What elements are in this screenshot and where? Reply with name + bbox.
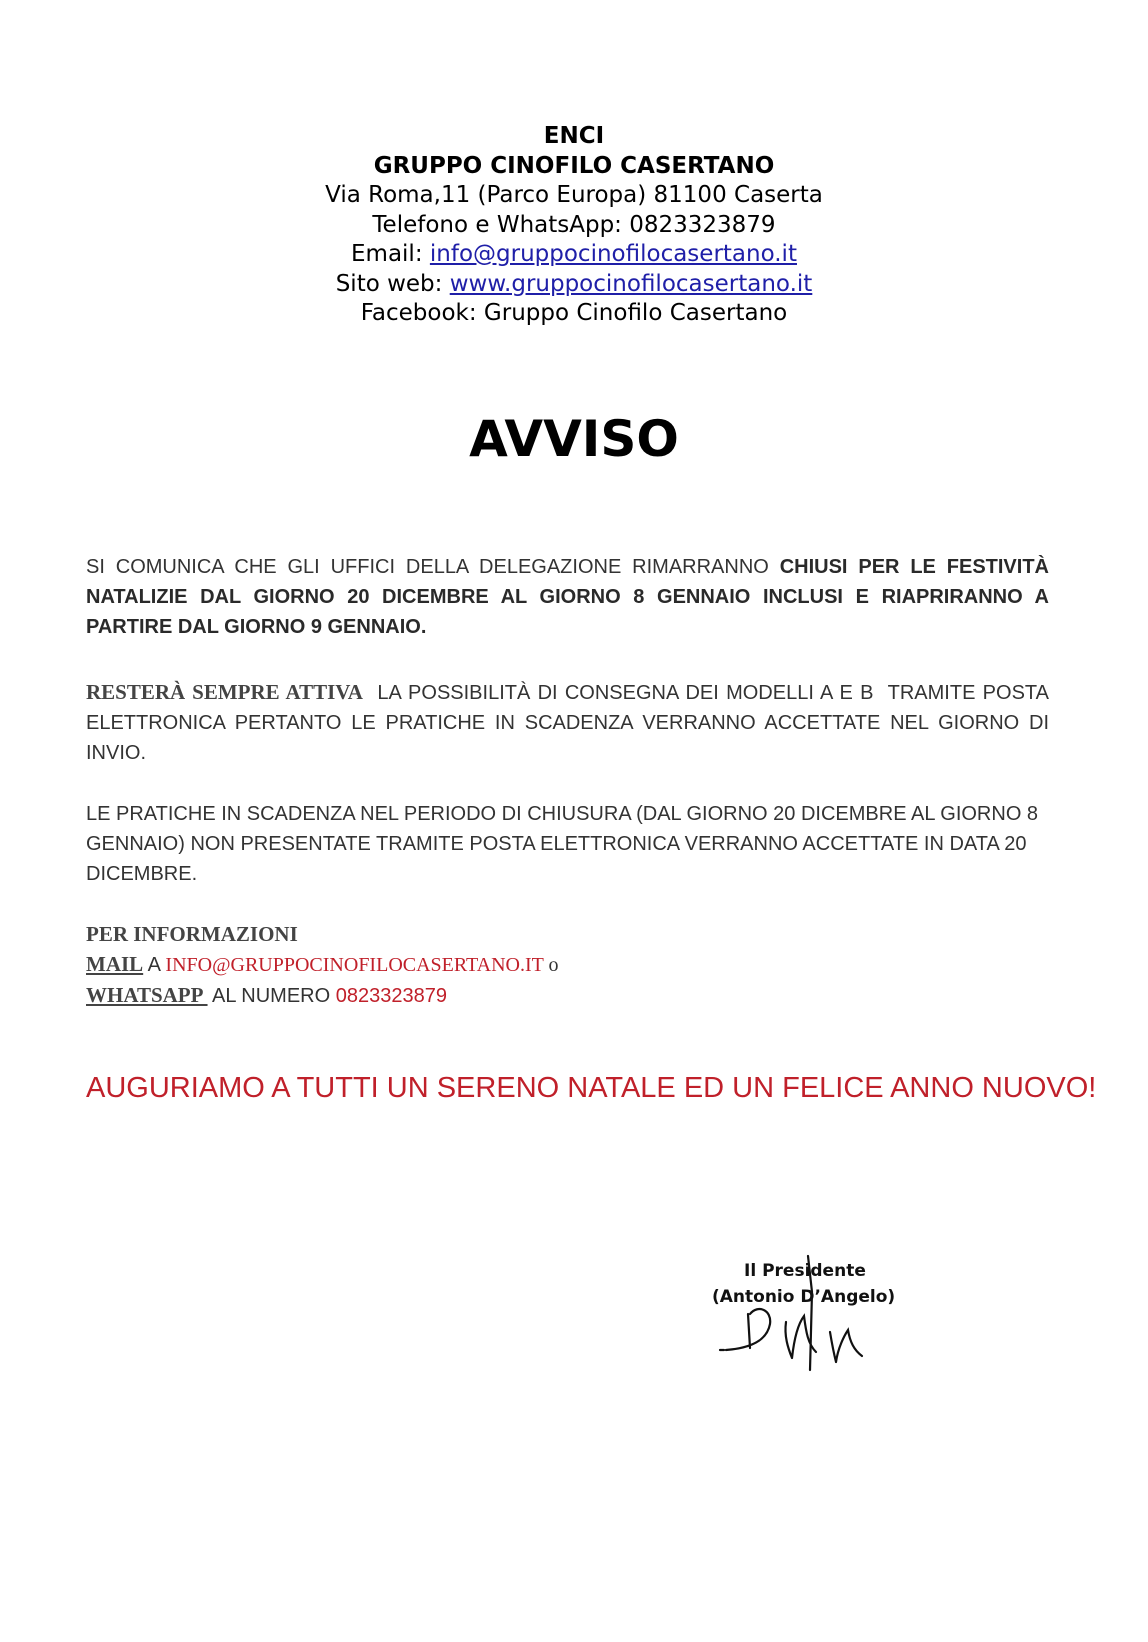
- contact-info: [86, 919, 1049, 1011]
- whatsapp-line: [86, 980, 1049, 1011]
- email-submission-paragraph: [86, 677, 1055, 768]
- signature-name: (Antonio D’Angelo): [712, 1287, 896, 1307]
- address: Via Roma,11 (Parco Europa) 81100 Caserta: [325, 182, 823, 208]
- mail-address[interactable]: INFO@GRUPPOCINOFILOCASERTANO.IT: [165, 954, 544, 976]
- holiday-wishes: AUGURIAMO A TUTTI UN SERENO NATALE ED UN FELICE ANNO NUOVO!: [86, 1072, 1097, 1104]
- whatsapp-number[interactable]: 0823323879: [335, 985, 447, 1007]
- always-active-label: RESTERÀ SEMPRE ATTIVA: [86, 680, 363, 704]
- closure-text: SI COMUNICA CHE GLI UFFICI DELLA DELEGAZIONE RIMARRANNO: [86, 556, 780, 578]
- website-label: Sito web:: [335, 270, 450, 297]
- email-submission-text: LA POSSIBILITÀ DI CONSEGNA DEI MODELLI A E B TRAMITE POSTA ELETTRONICA PERTANTO LE PRATICHE IN SCADENZA VERRANNO ACCETTATE NEL GIORNO DI INVIO.: [86, 682, 1055, 764]
- email-link[interactable]: info@gruppocinofilocasertano.it: [429, 241, 797, 267]
- info-heading: PER INFORMAZIONI: [86, 922, 298, 946]
- mail-suffix: o: [543, 954, 559, 976]
- deadline-paragraph: LE PRATICHE IN SCADENZA NEL PERIODO DI CHIUSURA (DAL GIORNO 20 DICEMBRE AL GIORNO 8 GENNAIO) NON PRESENTATE TRAMITE POSTA ELETTRONICA VERRANNO ACCETTATE IN DATA 20 DICEMBRE.: [86, 803, 1039, 885]
- email-label: Email:: [351, 241, 430, 267]
- website-link[interactable]: www.gruppocinofilocasertano.it: [449, 270, 813, 297]
- signature-role: Il Presidente: [744, 1261, 866, 1281]
- org-name: ENCI: [543, 123, 605, 149]
- group-name: GRUPPO CINOFILO CASERTANO: [373, 152, 775, 179]
- mail-label: MAIL: [86, 952, 144, 976]
- closure-dates: CHIUSI PER LE FESTIVITÀ NATALIZIE DAL GIORNO 20 DICEMBRE AL GIORNO 8 GENNAIO INCLUSI E RIAPRIRANNO A PARTIRE DAL GIORNO 9 GENNAIO.: [86, 556, 1049, 638]
- email-line: [0, 240, 1148, 270]
- letterhead: [0, 122, 1148, 329]
- page-title: AVVISO: [469, 410, 679, 468]
- website-line: [0, 270, 1148, 300]
- closure-paragraph: [86, 552, 1049, 642]
- mail-line: [86, 949, 1049, 980]
- phone: Telefono e WhatsApp: 0823323879: [372, 211, 776, 238]
- president-signature: [712, 1252, 922, 1372]
- whatsapp-label: WHATSAPP: [86, 983, 208, 1007]
- mail-connector: A: [143, 954, 166, 976]
- whatsapp-connector: AL NUMERO: [207, 985, 336, 1007]
- facebook: Facebook: Gruppo Cinofilo Casertano: [360, 300, 788, 326]
